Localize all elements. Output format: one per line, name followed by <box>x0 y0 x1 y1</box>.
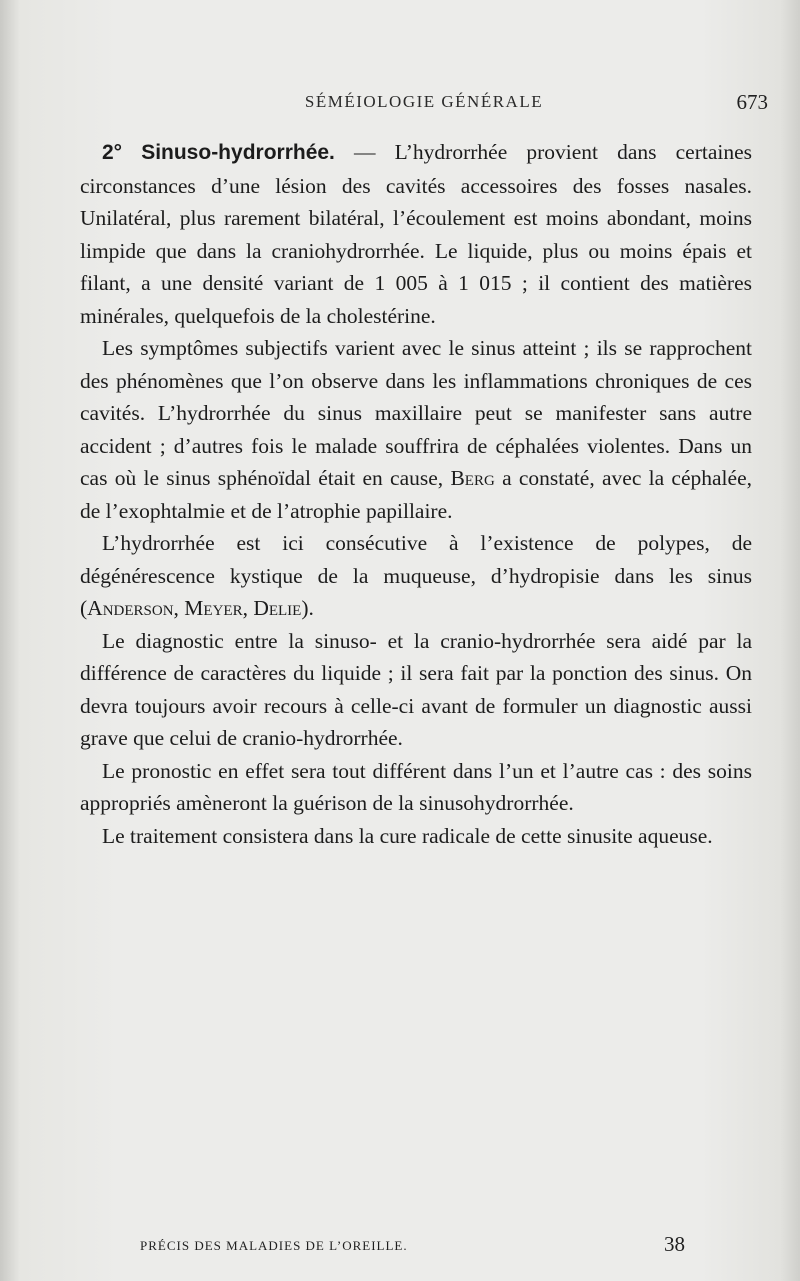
section-heading: Sinuso-hydrorrhée. <box>141 141 335 164</box>
paragraph-2 <box>80 332 752 527</box>
paragraph-2-text-a: Les symptômes subjectifs varient avec le sinus atteint ; ils se rapprochent des phénomènes que l’on observe dans les inflammations chroniques de ces cavités. L’hydrorrhée du sinus maxillaire peut se manifester sans autre accident ; d’autres fois le malade souffrira de céphalées violentes. Dans un cas où le sinus sphénoïdal était en cause, <box>80 336 752 490</box>
paragraph-6: Le traitement consistera dans la cure radicale de cette sinusite aqueuse. <box>102 823 713 848</box>
paragraph-3-text-a: L’hydrorrhée est ici consécutive à l’existence de polypes, de dégénérescence kystique de la muqueuse, d’hydropisie dans les sinus ( <box>80 531 752 620</box>
paragraph-3-sep-2: , <box>242 596 254 620</box>
paragraph-3-sep-1: , <box>173 596 185 620</box>
footer-book-title: PRÉCIS DES MALADIES DE L’OREILLE. <box>140 1238 408 1253</box>
paragraph-1 <box>80 136 752 332</box>
paragraph-4: Le diagnostic entre la sinuso- et la cranio-hydrorrhée sera aidé par la différence de caractères du liquide ; il sera fait par la ponction des sinus. On devra toujours avoir recours à celle-ci avant de formuler un diagnostic aussi grave que celui de cranio-hydrorrhée. <box>80 628 752 750</box>
signature-mark: 38 <box>664 1232 685 1256</box>
section-number: 2° <box>102 141 123 164</box>
page-number: 673 <box>736 90 768 114</box>
author-anderson: Anderson <box>87 596 174 620</box>
author-meyer: Meyer <box>184 596 243 620</box>
paragraph-3-text-b: ). <box>301 596 314 620</box>
page-header <box>80 92 768 122</box>
paragraph-5: Le pronostic en effet sera tout différent dans l’un et l’autre cas : des soins appropriés amèneront la guérison de la sinusohydrorrhée. <box>80 758 752 815</box>
author-berg: Berg <box>450 466 495 490</box>
page-footer <box>140 1232 685 1262</box>
author-delie: Delie <box>253 596 302 620</box>
paragraph-1-text: — L’hydrorrhée provient dans certaines circonstances d’une lésion des cavités accessoires des fosses nasales. Unilatéral, plus rarement bilatéral, l’écoulement est moins abondant, moins limpide que dans la craniohydrorrhée. Le liquide, plus ou moins épais et filant, a une densité variant de 1 005 à 1 015 ; il contient des matières minérales, quelquefois de la cholestérine. <box>80 140 752 328</box>
paragraph-2-text-b: a constaté, avec la céphalée, de l’exophtalmie et de l’atrophie papillaire. <box>80 466 752 523</box>
page-body <box>80 136 752 852</box>
running-title: SÉMÉIOLOGIE GÉNÉRALE <box>304 92 544 111</box>
paragraph-3 <box>80 527 752 625</box>
